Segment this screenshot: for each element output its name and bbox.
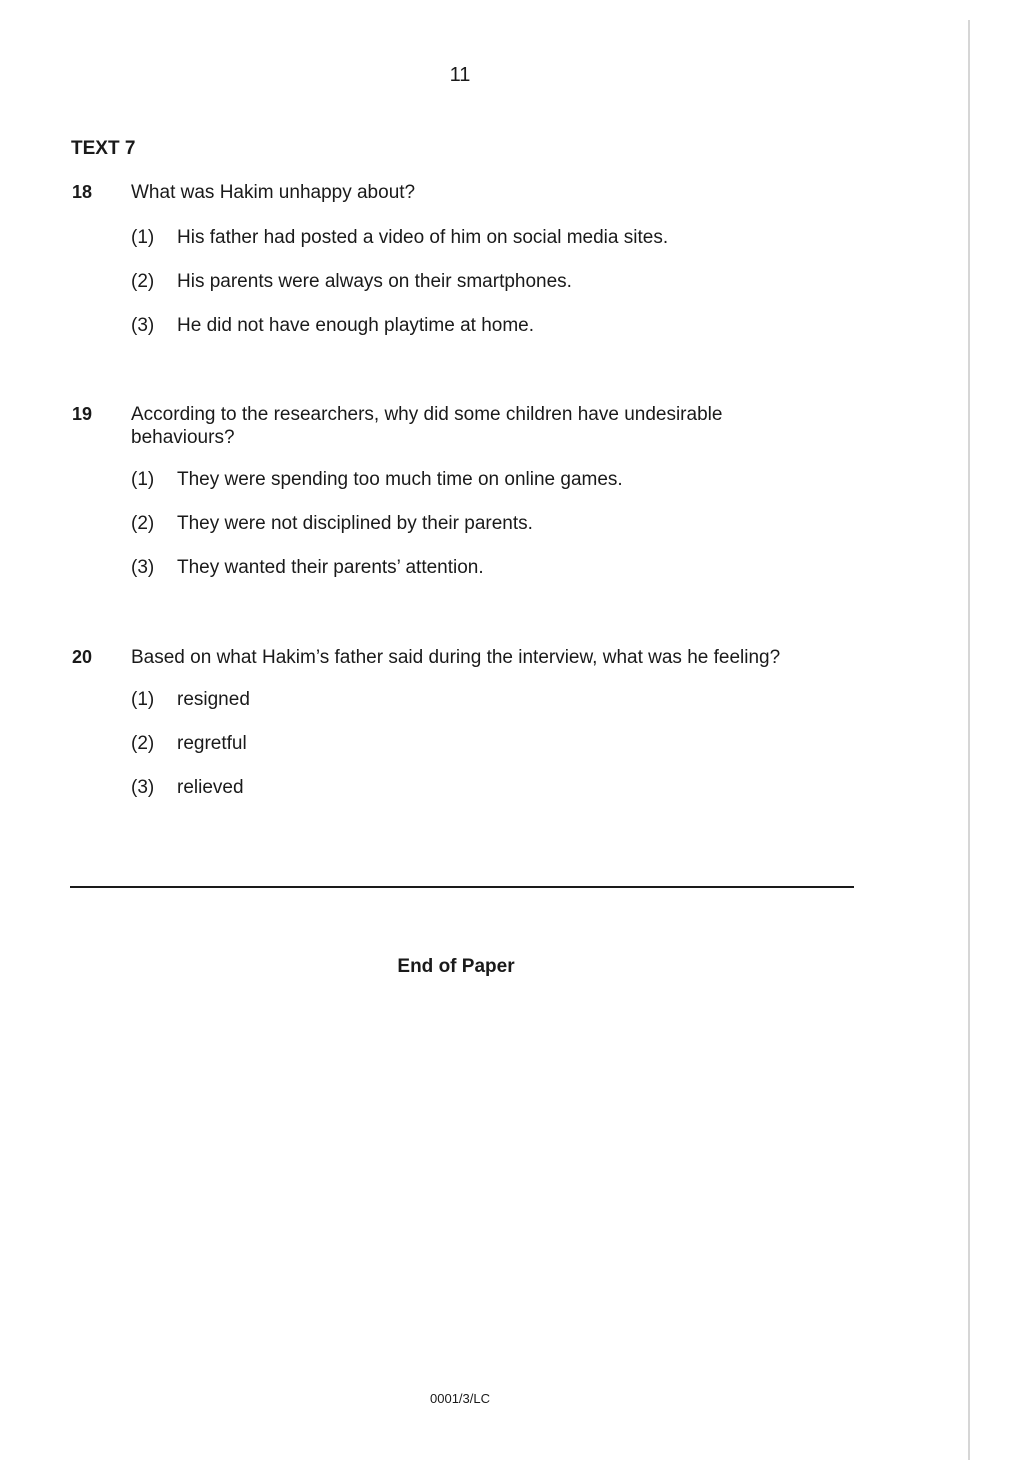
option-label: (3) — [131, 557, 155, 578]
end-of-paper-text: End of Paper — [397, 956, 515, 977]
question-19-text: According to the researchers, why did some children have undesirable behaviours? — [131, 404, 723, 448]
page-number: 11 — [449, 64, 471, 86]
question-18-option-2 — [131, 271, 572, 293]
option-label: (2) — [131, 513, 155, 534]
question-20-number: 20 — [72, 647, 93, 667]
horizontal-rule — [70, 886, 854, 888]
option-text: resigned — [177, 689, 250, 710]
scan-edge-line — [968, 20, 970, 1460]
section-title: TEXT 7 — [71, 138, 136, 159]
option-text: regretful — [177, 733, 247, 754]
option-label: (1) — [131, 469, 155, 490]
question-20-option-1 — [131, 689, 250, 711]
option-text: They were not disciplined by their parents. — [177, 513, 533, 534]
question-20-option-2 — [131, 733, 247, 755]
option-label: (2) — [131, 271, 155, 292]
option-label: (1) — [131, 689, 155, 710]
option-text: His parents were always on their smartphones. — [177, 271, 572, 292]
question-19-option-3 — [131, 557, 484, 579]
option-label: (3) — [131, 315, 155, 336]
question-20-option-3 — [131, 777, 244, 799]
question-18-text: What was Hakim unhappy about? — [131, 182, 416, 203]
question-19-option-2 — [131, 513, 533, 535]
question-19-option-1 — [131, 469, 623, 491]
footer-paper-code: 0001/3/LC — [430, 1391, 490, 1406]
question-20-text: Based on what Hakim’s father said during the interview, what was he feeling? — [131, 647, 781, 668]
option-text: They were spending too much time on online games. — [177, 469, 623, 490]
option-text: He did not have enough playtime at home. — [177, 315, 535, 336]
question-18-number: 18 — [72, 182, 93, 202]
question-19-number: 19 — [72, 404, 93, 424]
option-text: relieved — [177, 777, 244, 798]
option-label: (2) — [131, 733, 155, 754]
option-text: His father had posted a video of him on social media sites. — [177, 227, 669, 248]
option-label: (3) — [131, 777, 155, 798]
option-text: They wanted their parents’ attention. — [177, 557, 484, 578]
question-18-option-1 — [131, 227, 668, 249]
question-18-option-3 — [131, 315, 534, 337]
option-label: (1) — [131, 227, 155, 248]
